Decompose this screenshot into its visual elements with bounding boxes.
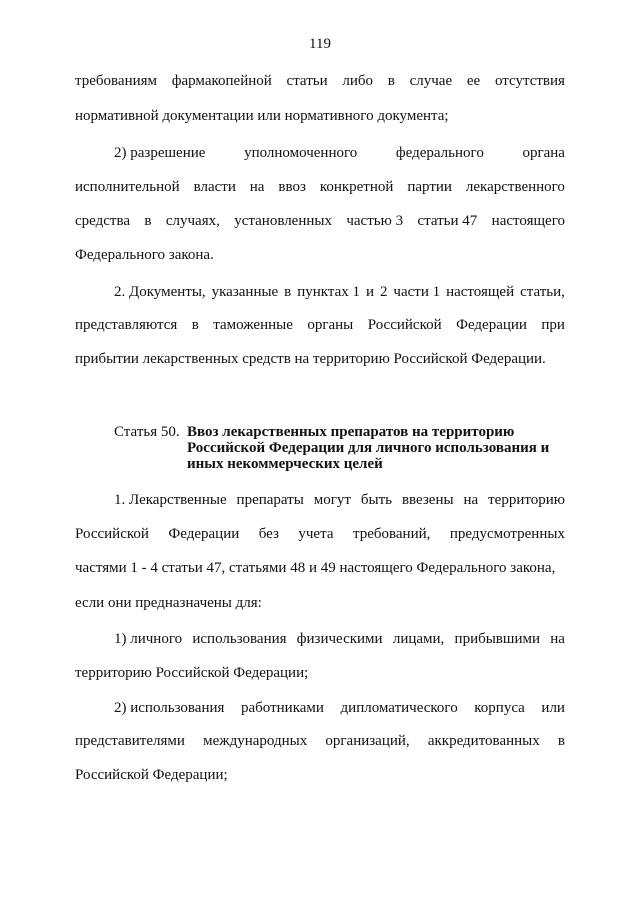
word: или	[541, 700, 565, 716]
word: быть	[360, 492, 393, 508]
word: 1) личного	[114, 631, 183, 647]
word: требованиям	[75, 73, 158, 89]
word: органа	[522, 145, 565, 161]
word: пунктах 1	[297, 284, 361, 300]
word: в	[144, 213, 152, 229]
word: Федерации	[456, 317, 527, 333]
word: на	[463, 492, 479, 508]
word: настоящей	[446, 284, 515, 300]
word: случае	[409, 73, 453, 89]
word: и	[365, 284, 374, 300]
paragraph-4-line-3: частями 1 - 4 статьи 47, статьями 48 и 49 настоящего Федерального закона,	[75, 560, 556, 576]
word: ее	[466, 73, 481, 89]
word: статьи,	[520, 284, 565, 300]
paragraph-1-line-2: нормативной документации или нормативного документа;	[75, 108, 449, 124]
word: средства	[75, 213, 131, 229]
word: в	[557, 733, 565, 749]
word: прибывшими	[454, 631, 540, 647]
word: указанные	[211, 284, 279, 300]
paragraph-4-line-1	[114, 491, 565, 509]
paragraph-5-line-1	[114, 630, 565, 648]
article-label: Статья 50.	[114, 424, 180, 440]
paragraph-6-line-1	[114, 699, 565, 717]
word: представителями	[75, 733, 185, 749]
word: требований,	[352, 526, 431, 542]
article-title-line-3: иных некоммерческих целей	[187, 456, 383, 472]
word: в	[191, 317, 199, 333]
paragraph-5-line-2: территорию Российской Федерации;	[75, 665, 309, 681]
word: таможенные	[213, 317, 293, 333]
word: при	[541, 317, 565, 333]
word: 2. Документы,	[114, 284, 206, 300]
paragraph-3-line-3: прибытии лекарственных средств на территорию Российской Федерации.	[75, 351, 546, 367]
word: дипломатического	[340, 700, 458, 716]
word: лицами,	[392, 631, 445, 647]
word: партии	[407, 179, 452, 195]
paragraph-6-line-3: Российской Федерации;	[75, 767, 228, 783]
paragraph-3-line-1	[114, 283, 565, 301]
word: 2) разрешение	[114, 145, 206, 161]
word: на	[550, 631, 565, 647]
article-title-line-1: Ввоз лекарственных препаратов на территорию	[187, 424, 515, 440]
word: работниками	[241, 700, 324, 716]
word: препараты	[236, 492, 304, 508]
word: 2	[379, 284, 388, 300]
word: отсутствия	[494, 73, 565, 89]
word: учета	[298, 526, 334, 542]
word: в	[387, 73, 395, 89]
word: в	[284, 284, 292, 300]
word: конкретной	[319, 179, 394, 195]
word: ввезены	[401, 492, 454, 508]
word: власти	[193, 179, 236, 195]
word: части 1	[393, 284, 441, 300]
word: органы	[307, 317, 354, 333]
word: фармакопейной	[171, 73, 272, 89]
word: на	[249, 179, 265, 195]
paragraph-1-line-1	[75, 72, 565, 90]
word: федерального	[395, 145, 484, 161]
word: аккредитованных	[427, 733, 540, 749]
word: частью 3	[346, 213, 404, 229]
word: настоящего	[491, 213, 565, 229]
word: могут	[313, 492, 351, 508]
page-number: 119	[309, 36, 331, 52]
word: либо	[342, 73, 374, 89]
paragraph-3-line-2	[75, 316, 565, 334]
word: Российской	[367, 317, 442, 333]
word: установленных	[234, 213, 332, 229]
word: представляются	[75, 317, 178, 333]
word: Российской	[75, 526, 149, 542]
paragraph-4-line-2	[75, 525, 565, 543]
word: Федерации	[168, 526, 240, 542]
paragraph-2-line-4: Федерального закона.	[75, 247, 214, 263]
word: статьи	[286, 73, 328, 89]
word: случаях,	[165, 213, 220, 229]
word: 2) использования	[114, 700, 225, 716]
word: статьи 47	[417, 213, 478, 229]
word: 1. Лекарственные	[114, 492, 227, 508]
paragraph-6-line-2	[75, 732, 565, 750]
word: предусмотренных	[449, 526, 565, 542]
paragraph-2-line-2	[75, 178, 565, 196]
paragraph-2-line-1	[114, 144, 565, 162]
word: без	[258, 526, 279, 542]
word: территорию	[488, 492, 565, 508]
paragraph-4-line-4: если они предназначены для:	[75, 595, 262, 611]
word: лекарственного	[465, 179, 565, 195]
paragraph-2-line-3	[75, 212, 565, 230]
word: международных	[203, 733, 308, 749]
word: использования	[192, 631, 287, 647]
word: уполномоченного	[244, 145, 358, 161]
word: физическими	[296, 631, 383, 647]
word: исполнительной	[75, 179, 180, 195]
word: ввоз	[278, 179, 306, 195]
word: организаций,	[325, 733, 410, 749]
article-title-line-2: Российской Федерации для личного использования и	[187, 440, 550, 456]
word: корпуса	[474, 700, 525, 716]
